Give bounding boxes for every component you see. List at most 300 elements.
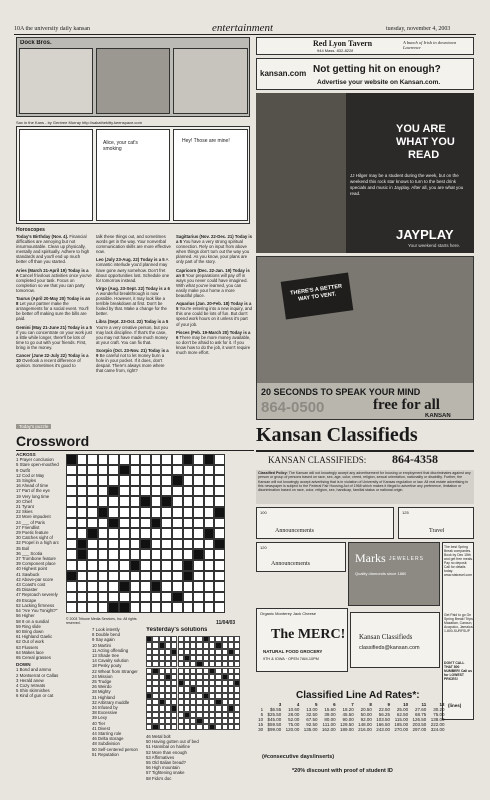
crossword-clue: 47 Reproach severely [16, 592, 58, 598]
rates-cell: 30 [258, 727, 264, 732]
grid-square [140, 496, 151, 507]
grid-square [77, 475, 88, 486]
grid-square [172, 549, 183, 560]
crossword-clue: 63 Flussers [16, 644, 39, 650]
student-discount: *20% discount with proof of student ID [292, 768, 393, 774]
grid-square [98, 507, 109, 518]
crossword-clue: 12 Cod or May [16, 472, 45, 478]
crossword-clue: 9 Say again [92, 637, 115, 643]
crossword-clue: 7 Look intently [92, 627, 120, 632]
grid-square [204, 496, 215, 507]
grid-square [130, 571, 141, 582]
rates-cell: 32.50 [306, 712, 318, 717]
horoscope-text: Cancel frivolous activities once you've completed your task. Focus on completion so we that you can party tomorrow. [16, 272, 92, 293]
grid-square [193, 539, 204, 550]
grid-square [161, 465, 172, 476]
rates-cell: 25.00 [396, 707, 409, 712]
grid-square [151, 507, 162, 518]
grid-square [183, 560, 194, 571]
rates-cell: 5 [315, 702, 318, 707]
crossword-clue: 52 Lacking firmness [16, 602, 55, 608]
kansan-com-sub: Advertise your website on Kansan.com. [317, 79, 441, 86]
crossword-clue: 29 Poetic feature [16, 530, 49, 536]
grid-square [161, 549, 172, 560]
crossword-clue: 28 Mighty [92, 689, 111, 695]
grid-square [87, 560, 98, 571]
grid-square [130, 454, 141, 465]
crossword-clue: 11 Acting offending [92, 647, 129, 653]
grid-square [87, 486, 98, 497]
grid-square [193, 602, 204, 613]
grid-square [161, 560, 172, 571]
grid-square [98, 539, 109, 550]
grid-square [130, 528, 141, 539]
crossword-clue: 39 Component place [16, 561, 56, 567]
grid-square [98, 581, 109, 592]
grid-square [130, 549, 141, 560]
grid-square [172, 560, 183, 571]
rates-row [256, 727, 446, 732]
crossword-clue: 54 "Are You Tonight?" [16, 608, 58, 614]
rates-unit: (lines) [448, 703, 462, 708]
grid-square [98, 475, 109, 486]
jayplay-logo: JAYPLAY [396, 227, 454, 242]
grid-square [204, 560, 215, 571]
merc-ad [256, 608, 348, 672]
crossword-clue: 59 Ring slide [16, 623, 41, 629]
speak-phone: 864-0500 [261, 399, 325, 416]
rates-cell: 138.00 [430, 717, 445, 722]
crossword-clue: 58 8 on a sundial [16, 618, 49, 624]
rates-cell: 135.00 [303, 727, 318, 732]
grid-square [119, 571, 130, 582]
grid-square [108, 496, 119, 507]
crossword-clue: 52 More than enough [146, 749, 187, 755]
grid-square [161, 539, 172, 550]
crossword-clue: 32 Propel in a high arc [16, 540, 59, 546]
kansan-classifieds-email-box [350, 612, 440, 668]
grid-square [108, 507, 119, 518]
rates-cell: 27.60 [415, 707, 427, 712]
horoscope-column-1 [16, 234, 92, 424]
rates-cell: $45.00 [267, 717, 282, 722]
crossword-clue: 10 Martini [92, 642, 111, 648]
grid-square [119, 465, 130, 476]
grid-square [140, 592, 151, 603]
rates-cell: 120.00 [285, 727, 300, 732]
grid-square [204, 528, 215, 539]
grid-square [119, 486, 130, 497]
grid-square [214, 454, 225, 465]
grid-square [66, 496, 77, 507]
grid-square [161, 592, 172, 603]
grid-square [214, 571, 225, 582]
comic-panel-1 [19, 48, 93, 114]
grid-square [87, 549, 98, 560]
crossword-clue: 41 Divest [92, 725, 110, 731]
merc-hours: 9TH & IOWA · OPEN 7AM-10PM [263, 657, 319, 661]
crossword-clue: 26 Weirdo [92, 684, 112, 690]
vent-sign-text: THERE'S A BETTER WAY TO VENT. [289, 283, 343, 303]
grid-square [130, 486, 141, 497]
rates-cell: 15.60 [324, 707, 336, 712]
crossword-copyright: © 2003 Tribune Media Services, Inc. All rights reserved. [66, 617, 137, 625]
grid-square [151, 581, 162, 592]
crossword-clue: 40 Highest point [16, 566, 48, 572]
grid-square [119, 496, 130, 507]
grid-square [161, 486, 172, 497]
grid-square [183, 486, 194, 497]
grid-square [66, 486, 77, 497]
horoscope-sign: Aquarius (Jan. 20-Feb. 18) Today is a 5 [176, 301, 252, 312]
grid-square [172, 581, 183, 592]
grid-square [108, 539, 119, 550]
grid-square [151, 528, 162, 539]
rates-cell: 216.00 [358, 727, 372, 732]
grid-square [172, 592, 183, 603]
comic-strip-dock-bros [16, 37, 250, 117]
rates-cell: 22.50 [378, 707, 391, 712]
grid-square [140, 475, 151, 486]
grid-square [77, 528, 88, 539]
crossword-clue: 1 Prayer conclusion [16, 457, 54, 463]
travel-ad-text-2: Get Paid to go On Spring Break! Trips Mazatlan, Cancun, Acapulco, Jamaica. 1-800-SURFSUP [444, 613, 474, 633]
grid-square [172, 454, 183, 465]
rates-cell: 68.75 [415, 712, 427, 717]
rates-cell: 148.00 [358, 722, 372, 727]
horoscope-entry [16, 234, 92, 265]
policy-title: Classified Policy: [258, 471, 288, 475]
rates-cell: 75.00 [433, 712, 445, 717]
grid-square [204, 486, 215, 497]
grid-square [77, 560, 88, 571]
grid-square [98, 486, 109, 497]
grid-square [140, 486, 151, 497]
horoscope-entry [96, 257, 172, 282]
grid-square [161, 571, 172, 582]
rates-cell: 10.60 [288, 707, 300, 712]
grid-square [183, 475, 194, 486]
rates-cell: 92.50 [306, 722, 318, 727]
rates-footnote: (#consecutive days/inserts) [262, 754, 335, 760]
travel-ad-text: The best Spring Break companies. Book by Dec 15th and get free meals. Pay no deposit. Call for details today. www.ststravel.com [444, 545, 474, 577]
grid-square [130, 507, 141, 518]
grid-square [204, 507, 215, 518]
puzzle-label: Today's puzzle [16, 424, 51, 429]
grid-square [98, 549, 109, 560]
grid-square [108, 475, 119, 486]
rates-cell: 7 [351, 702, 354, 707]
grid-square [119, 549, 130, 560]
policy-body: The Kansan will not knowingly accept any advertisement for housing or employment that discriminates against any person or group of persons based on race, sex, age, color, creed, religion, sexual orientation, nationality or disability. Further, the Kansan will not knowingly accept advertising that is in violation of University of Kansas regulation or law. All real estate advertising in this newspaper is subject to the Federal Fair Housing Act of 1968 which makes it illegal to advertise any preference, limitation or discrimination based on race, color, religion, sex, handicap, familial status or national origin. [258, 471, 471, 493]
grid-square [77, 571, 88, 582]
grid-square [98, 602, 109, 613]
grid-square [172, 539, 183, 550]
crossword-clue: 42 Above-par score [16, 576, 54, 582]
crossword-clue: 62 Out of work [16, 639, 44, 645]
jayplay-headline-1: YOU ARE [396, 123, 446, 135]
grid-square [172, 475, 183, 486]
grid-square [119, 454, 130, 465]
rates-cell: 103.50 [376, 717, 391, 722]
rates-cell: 6 [333, 702, 336, 707]
rates-cell: 111.00 [322, 722, 336, 727]
jayplay-body: JJ Hilger may be a student during the week, but on the weekend this rock star knows to turn to the best drink specials and music in Jayplay. After all, you are what you read. [350, 173, 464, 196]
merc-top: Organic Monterey Jack Cheese [260, 611, 317, 616]
grid-square [172, 528, 183, 539]
rates-cell: 4 [296, 702, 300, 707]
grid-square [204, 549, 215, 560]
grid-square [193, 518, 204, 529]
grid-square [66, 539, 77, 550]
marks-jewelers-ad [348, 542, 440, 606]
cat-num: 125 [402, 510, 409, 515]
horoscope-entry [176, 301, 252, 326]
crossword-clue: 58 Fido's doc [146, 775, 172, 781]
horoscope-column-3 [176, 234, 252, 424]
crossword-clue: 27 Friendlist [16, 524, 40, 530]
rates-cell: 50.00 [360, 712, 372, 717]
category-announcements-100 [256, 507, 394, 539]
grid-square [172, 571, 183, 582]
rates-cell: 28.00 [288, 712, 300, 717]
grid-square [214, 549, 225, 560]
grid-square [87, 507, 98, 518]
crossword-clue: 44 Starring role [92, 731, 122, 737]
horoscope-text: Overlook a recent difference of opinion. Sometimes it's good to [16, 358, 81, 369]
grid-square [140, 507, 151, 518]
grid-square [140, 528, 151, 539]
rates-cell: 39.00 [324, 712, 336, 717]
grid-square [98, 454, 109, 465]
grid-square [214, 486, 225, 497]
comic-strip-alice [16, 126, 250, 224]
rates-cell: 18.20 [342, 707, 354, 712]
horoscope-sign: Taurus (April 20-May 20) Today is an 8 [16, 296, 91, 307]
grid-square [214, 581, 225, 592]
alice-panel-2 [96, 129, 170, 221]
grid-square [130, 592, 141, 603]
grid-square [183, 528, 194, 539]
grid-square [98, 518, 109, 529]
grid-square [151, 518, 162, 529]
across-clues [16, 452, 62, 792]
grid-square [130, 496, 141, 507]
horoscope-text: talk these things out, and sometimes words get in the way. Your nonverbal communication skills are more effective now. [96, 234, 171, 255]
speak-photo [257, 257, 474, 383]
crossword-clue: 50 Self-centered person [92, 746, 138, 752]
rates-cell: 166.50 [376, 722, 391, 727]
grid-square [77, 465, 88, 476]
grid-square [204, 475, 215, 486]
solutions-title: Yesterday's solutions [146, 627, 208, 633]
grid-square [130, 465, 141, 476]
rates-cell: $6.55 [270, 707, 282, 712]
page-folio: 10A the university daily kansan [14, 26, 90, 32]
jayplay-ad [256, 93, 474, 253]
rates-table-wrap [256, 702, 474, 772]
horoscope-entry [96, 234, 172, 254]
comic-title: Dock Bros. [20, 40, 52, 46]
rates-title: Classified Line Ad Rates*: [296, 690, 420, 701]
crossword-clue: 56 Higher [16, 613, 35, 619]
grid-square [151, 571, 162, 582]
grid-square [193, 454, 204, 465]
grid-square [214, 560, 225, 571]
grid-square [214, 539, 225, 550]
merc-sub: NATURAL FOOD GROCERY [263, 649, 323, 654]
crossword-clue: 34 Infused by [92, 705, 118, 711]
grid-square [183, 581, 194, 592]
grid-square [119, 539, 130, 550]
crossword-clue: 57 Tightening snake [146, 770, 185, 776]
grid-square [130, 518, 141, 529]
horoscope-sign: Cancer (June 22-July 22) Today is a 10 [16, 352, 89, 364]
horoscope-entry [16, 353, 92, 368]
grid-square [151, 454, 162, 465]
travel-ad [442, 542, 474, 720]
alice-panel-3 [173, 129, 248, 221]
horoscope-sign: Leo (July 23-Aug. 22) Today is a 5 [96, 257, 165, 263]
speech-bubble-2: Hey! Those are mine! [182, 138, 230, 144]
policy-text [258, 471, 472, 492]
crossword-clue: 21 Tyrant [16, 504, 34, 510]
grid-square [119, 528, 130, 539]
grid-square [161, 475, 172, 486]
grid-square [66, 475, 77, 486]
grid-square [87, 592, 98, 603]
crossword-clue: 25 Trudge [92, 679, 112, 685]
grid-square [183, 549, 194, 560]
crossword-clue: 43 Coast's cost [16, 582, 46, 588]
crossword-clue: 13 Shade tree [92, 653, 119, 659]
grid-square [214, 465, 225, 476]
rates-cell: $25.50 [267, 712, 282, 717]
rates-cell: 80.00 [324, 717, 336, 722]
grid-square [66, 560, 77, 571]
crossword-clue: 2 Montserrat or Callas [16, 672, 59, 678]
grid-square [119, 592, 130, 603]
grid-square [77, 602, 88, 613]
grid-square [214, 507, 225, 518]
grid-square [183, 571, 194, 582]
grid-square [140, 602, 151, 613]
grid-square [151, 560, 162, 571]
grid-square [193, 549, 204, 560]
grid-square [108, 560, 119, 571]
rates-cell: 30.20 [433, 707, 445, 712]
grid-square [183, 496, 194, 507]
grid-square [108, 549, 119, 560]
grid-square [151, 592, 162, 603]
crossword-clue: 24 ___ of Paris [16, 519, 45, 525]
grid-square [193, 496, 204, 507]
grid-square [214, 602, 225, 613]
crossword-rule [16, 450, 254, 451]
rates-cell: 75.00 [288, 722, 300, 727]
rates-cell: 12 [439, 702, 445, 707]
horoscope-sign: Today's Birthday (Nov. 4). [16, 234, 69, 239]
rates-cell: 185.00 [394, 722, 409, 727]
grid-square [66, 602, 77, 613]
grid-square [87, 518, 98, 529]
crossword-clue: 51 Reputation [92, 751, 119, 757]
rates-cell: 1 [260, 707, 264, 712]
grid-square [172, 465, 183, 476]
horoscope-text: You have a very strong spiritual connection. Rely on input from above when things don't turn out the way you planned. As you know, your plans are only part of the story. [176, 239, 250, 265]
rates-cell: 297.00 [412, 727, 427, 732]
rates-cell: 13.00 [306, 707, 318, 712]
grid-square [77, 549, 88, 560]
crossword-clue: 4 Cozy retreats [16, 682, 46, 688]
crossword-clue: 64 Makes lace [16, 649, 44, 655]
grid-square [98, 592, 109, 603]
grid-square [204, 465, 215, 476]
horoscope-entry [16, 296, 92, 321]
crossword-clue: 60 Bring down [16, 628, 44, 634]
grid-square [214, 496, 225, 507]
horoscope-text: Be careful not to let money burn a hole in your pocket. If it does, don't despair. There's always more where that came from, right? [96, 352, 165, 374]
grid-square [98, 560, 109, 571]
speak-headline: 20 SECONDS TO SPEAK YOUR MIND [261, 387, 421, 397]
grid-square [108, 454, 119, 465]
grid-square [183, 507, 194, 518]
grid-square [193, 507, 204, 518]
jayplay-headline-2: WHAT YOU [396, 136, 455, 148]
classifieds-title: Kansan Classifieds [256, 424, 418, 446]
grid-square [172, 496, 183, 507]
cat-label: Announcements [275, 528, 314, 534]
horoscope-text: Financial difficulties are annoying but not insurmountable. Clean up physically, mentally and spiritually. Adhere to high standards and you'll end up much better off than you started. [16, 234, 90, 265]
rates-cell: 45.50 [342, 712, 354, 717]
grid-square [193, 465, 204, 476]
crossword-clue: 9 Outfit [16, 467, 30, 473]
grid-square [66, 465, 77, 476]
rates-cell: 243.00 [376, 727, 391, 732]
grid-square [172, 518, 183, 529]
horoscope-column-2 [96, 234, 172, 424]
grid-square [87, 454, 98, 465]
grid-square [161, 507, 172, 518]
marks-sub: JEWELERS [389, 556, 424, 562]
grid-square [87, 581, 98, 592]
grid-square [98, 571, 109, 582]
classified-policy [256, 470, 474, 504]
crossword-clue: 53 Affirmatives [146, 754, 175, 760]
grid-square [66, 507, 77, 518]
grid-square [204, 602, 215, 613]
issue-date: tuesday, november 4, 2003 [386, 26, 451, 32]
horoscope-text: A wonderful breakthrough is now possible. However, it may look like a terrible breakdown at first. Don't be fooled by that. Make a change for the better. [96, 290, 167, 317]
grid-square [151, 486, 162, 497]
grid-square [66, 581, 77, 592]
grid-square [193, 486, 204, 497]
grid-square [140, 465, 151, 476]
grid-square [161, 496, 172, 507]
horoscope-entry [96, 348, 172, 373]
crossword-clue: 36 ___ Scotia [16, 550, 43, 556]
grid-square [193, 475, 204, 486]
grid-square [183, 465, 194, 476]
rates-cell: 5 [260, 712, 264, 717]
rates-cell: 10 [258, 717, 264, 722]
rates-table [256, 702, 446, 732]
kc-box-email[interactable]: classifieds@kansan.com [359, 645, 420, 651]
grid-square [140, 518, 151, 529]
grid-square [183, 592, 194, 603]
rates-cell: 203.50 [412, 722, 427, 727]
tavern-name: Red Lyon Tavern [313, 39, 373, 48]
